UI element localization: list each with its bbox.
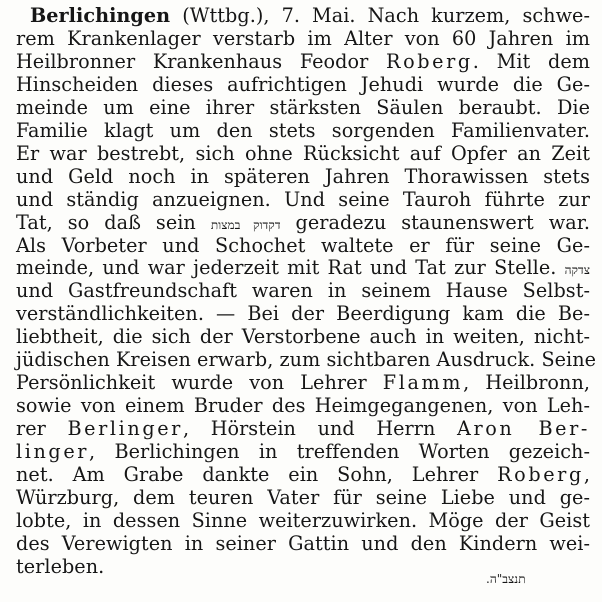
article-text: Er war bestrebt, sich ohne Rücksicht auf Opfer an Zeit xyxy=(16,141,590,165)
article-text: net. Am Grabe dankte ein Sohn, Lehrer xyxy=(16,463,498,486)
article-line xyxy=(16,372,590,394)
article-text: terleben. xyxy=(16,554,105,578)
article-line xyxy=(16,510,590,532)
article-line xyxy=(16,257,590,281)
article-line xyxy=(16,464,590,486)
article-text: rem Krankenlager verstarb im Alter von 60 Jahren im xyxy=(16,26,590,50)
article-text: Berlichingen xyxy=(30,4,171,27)
article-text: Tat, so daß sein xyxy=(16,210,211,234)
hebrew-term: דקדוק במצות xyxy=(210,217,281,232)
article-line xyxy=(16,212,590,236)
article-line xyxy=(16,418,590,440)
article-text: meinde um eine ihrer stärksten Säulen beraubt. Die xyxy=(16,95,590,119)
article-text: Familie klagt um den stets sorgenden Familienvater. xyxy=(16,118,590,142)
article-line xyxy=(16,441,590,463)
article-line xyxy=(16,166,590,188)
article-text: , Heilbronn, xyxy=(463,371,590,395)
article-line xyxy=(16,51,590,73)
article-text: geradezu staunenswert war. xyxy=(280,210,590,234)
article-text: Hinscheiden dieses aufrichtigen Jehudi wurde die Ge- xyxy=(16,72,590,96)
article-text: meinde, und war jederzeit mit Rat und Tat zur Stelle. xyxy=(16,256,565,280)
article-text: des Verewigten in seiner Gattin und den Kindern wei- xyxy=(16,531,590,555)
spaced-name: linger xyxy=(16,440,90,464)
article-text: Persönlichkeit wurde von Lehrer xyxy=(16,371,383,395)
article-line xyxy=(16,235,590,257)
article-line xyxy=(16,97,590,119)
hebrew-abbreviation-signature: תנצב"ה. xyxy=(486,572,526,586)
article-line xyxy=(30,5,590,27)
article-line xyxy=(16,280,590,302)
article-line xyxy=(16,28,590,50)
article-text: verständlichkeiten. — Bei der Beerdigung kam die Be- xyxy=(16,302,590,326)
spaced-name: Flamm xyxy=(382,371,464,395)
article-text: , Berlichingen in treffenden Worten gezeich- xyxy=(89,440,590,464)
article-text: und Gastfreundschaft waren in seinem Hause Selbst- xyxy=(16,279,590,303)
article-line xyxy=(16,303,590,325)
article-line xyxy=(16,348,597,372)
spaced-name: Roberg xyxy=(497,463,584,486)
hebrew-term: צדקה xyxy=(564,263,590,278)
article-line xyxy=(16,189,590,211)
article-line xyxy=(16,487,590,509)
article-text: rer xyxy=(16,417,68,441)
article-text: , Hörstein und Herrn xyxy=(182,417,457,441)
article-text: Als Vorbeter und Schochet waltete er für seine Ge- xyxy=(16,233,590,257)
article-text: . Mit dem xyxy=(472,49,590,73)
article-line xyxy=(16,326,590,348)
article-line xyxy=(16,533,590,555)
article-line xyxy=(16,395,590,417)
article-text: , xyxy=(583,463,590,486)
article-text: jüdischen Kreisen erwarb, zum sichtbaren Ausdruck. Seine xyxy=(16,348,597,372)
spaced-name: Berlinger xyxy=(67,417,183,441)
article-text: lobte, in dessen Sinne weiterzuwirken. Möge der Geist xyxy=(16,508,590,532)
spaced-name: Roberg xyxy=(386,49,473,73)
article-line xyxy=(16,74,590,96)
article-line xyxy=(16,143,590,165)
spaced-name: Aron Ber- xyxy=(456,417,590,441)
article-text: Würzburg, dem teuren Vater für seine Liebe und ge- xyxy=(16,485,590,509)
article-text: Heilbronner Krankenhaus Feodor xyxy=(16,49,387,73)
article-text: (Wttbg.), 7. Mai. Nach kurzem, schwe- xyxy=(170,4,590,27)
article-line xyxy=(16,120,590,142)
article-text: sowie von einem Bruder des Heimgegangenen, von Leh- xyxy=(16,394,590,418)
article-text: und Geld noch in späteren Jahren Thorawissen stets xyxy=(16,164,590,188)
article-text: und ständig anzueignen. Und seine Tauroh führte zur xyxy=(16,187,590,211)
article-text: liebtheit, die sich der Verstorbene auch in weiten, nicht- xyxy=(16,325,590,349)
